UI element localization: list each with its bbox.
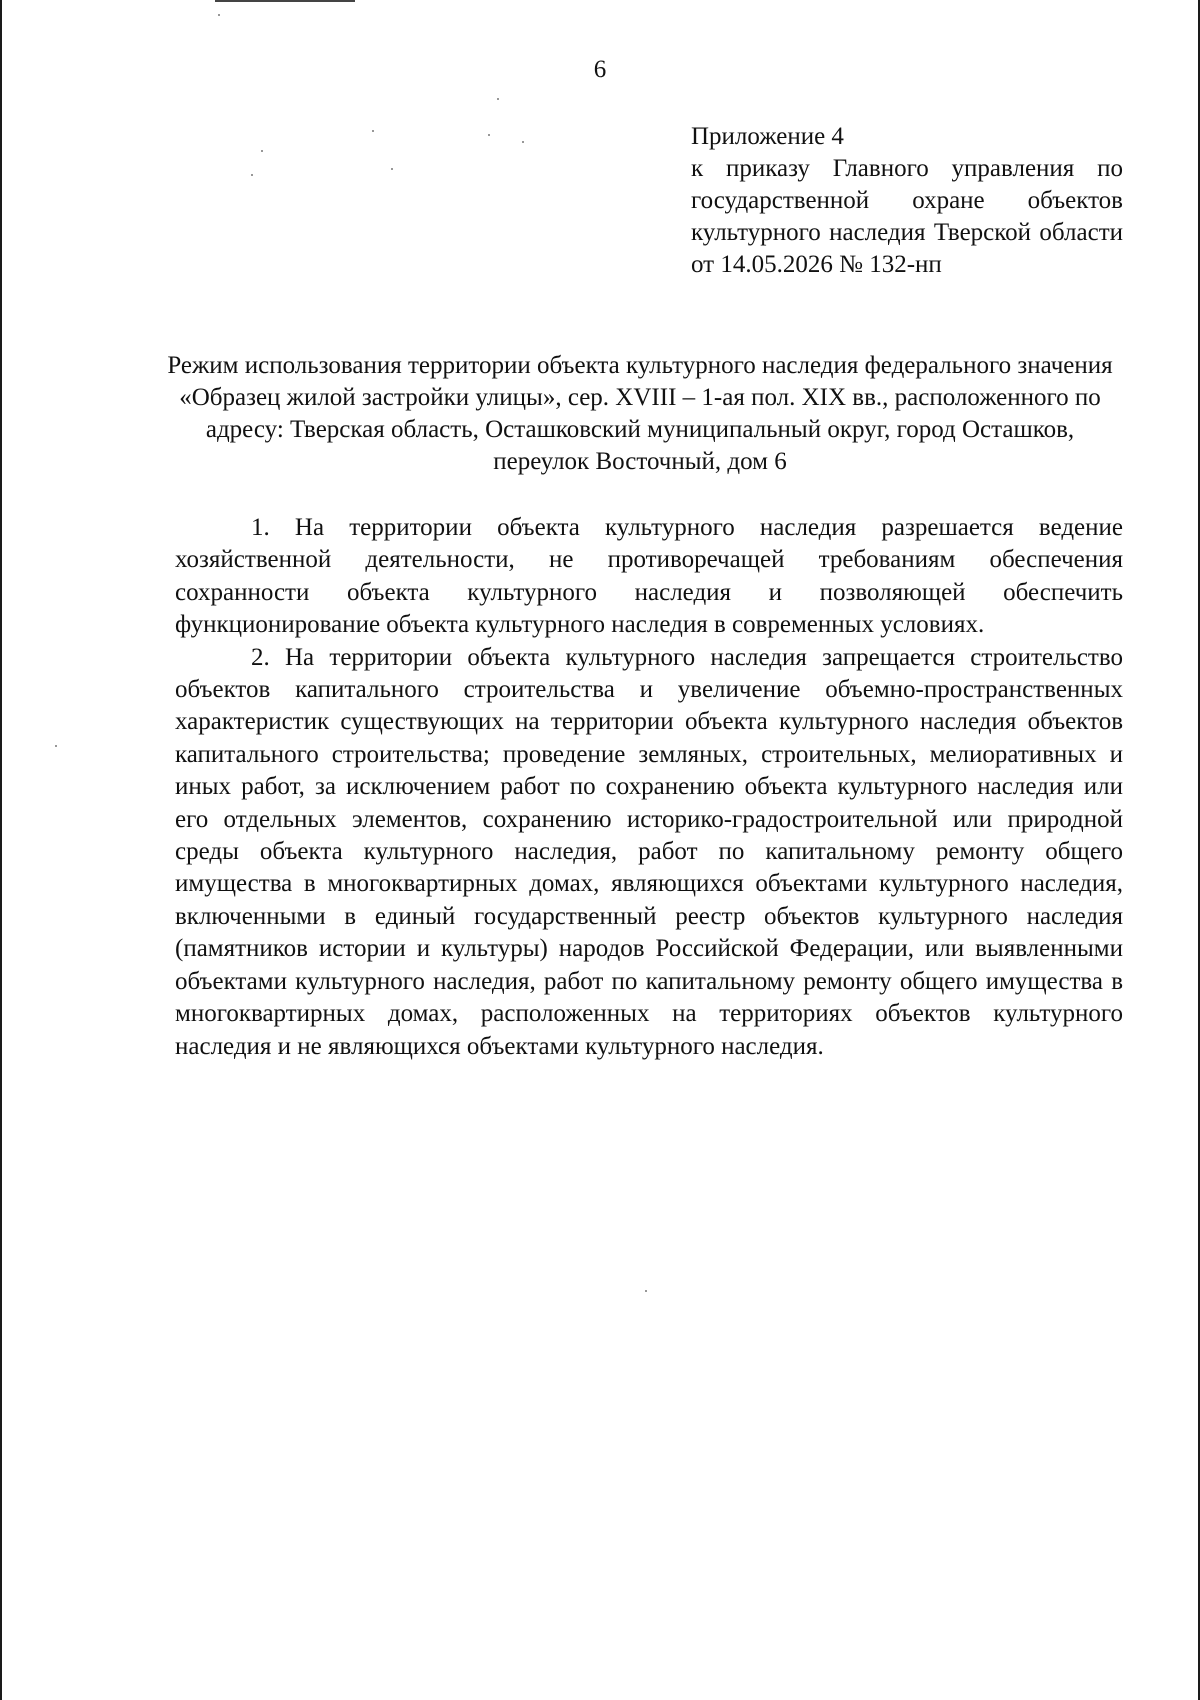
scan-speck [218,14,220,16]
document-body [175,512,1123,1063]
scan-speck [261,150,263,152]
scan-speck [522,141,524,143]
scan-speck [391,168,393,170]
appendix-reference: к приказу Главного управления по государственной охране объектов культурного наследия Тверской области от 14.05.2026 № 132-нп [691,155,1123,278]
appendix-block [691,121,1123,281]
scan-speck [497,98,499,100]
scan-speck [488,134,490,136]
scan-speck [55,745,57,747]
scan-speck [251,174,253,176]
appendix-title: Приложение 4 [691,123,844,150]
document-heading: Режим использования территории объекта культурного наследия федерального значения «Образец жилой застройки улицы», сер. XVIII – 1-ая пол. XIX вв., расположенного по адресу: Тверская область, Осташковский муниципальный округ, город Осташков, переулок Восточный, дом 6 [167,352,1113,475]
page-number: 6 [593,56,607,83]
paragraph-2: 2. На территории объекта культурного наследия запрещается строительство объектов капитального строительства и увеличение объемно-пространственных характеристик существующих на территории объекта культурного наследия объектов капитального строительства; проведение земляных, строительных, мелиоративных и иных работ, за исключением работ по сохранению объекта культурного наследия или его отдельных элементов, сохранению историко-градостроительной или природной среды объекта культурного наследия, работ по капитальному ремонту общего имущества в многоквартирных домах, являющихся объектами культурного наследия, включенными в единый государственный реестр объектов культурного наследия (памятников истории и культуры) народов Российской Федерации, или выявленными объектами культурного наследия, работ по капитальному ремонту общего имущества в многоквартирных домах, расположенных на территориях объектов культурного наследия и не являющихся объектами культурного наследия. [175,643,1123,1060]
scan-speck [645,1290,647,1292]
scan-left-border [0,0,2,1700]
scan-top-mark [215,0,355,2]
paragraph-1: 1. На территории объекта культурного наследия разрешается ведение хозяйственной деятельности, не противоречащей требованиям обеспечения сохранности объекта культурного наследия и позволяющей обеспечить функционирование объекта культурного наследия в современных условиях. [175,514,1123,639]
scan-speck [372,130,374,132]
